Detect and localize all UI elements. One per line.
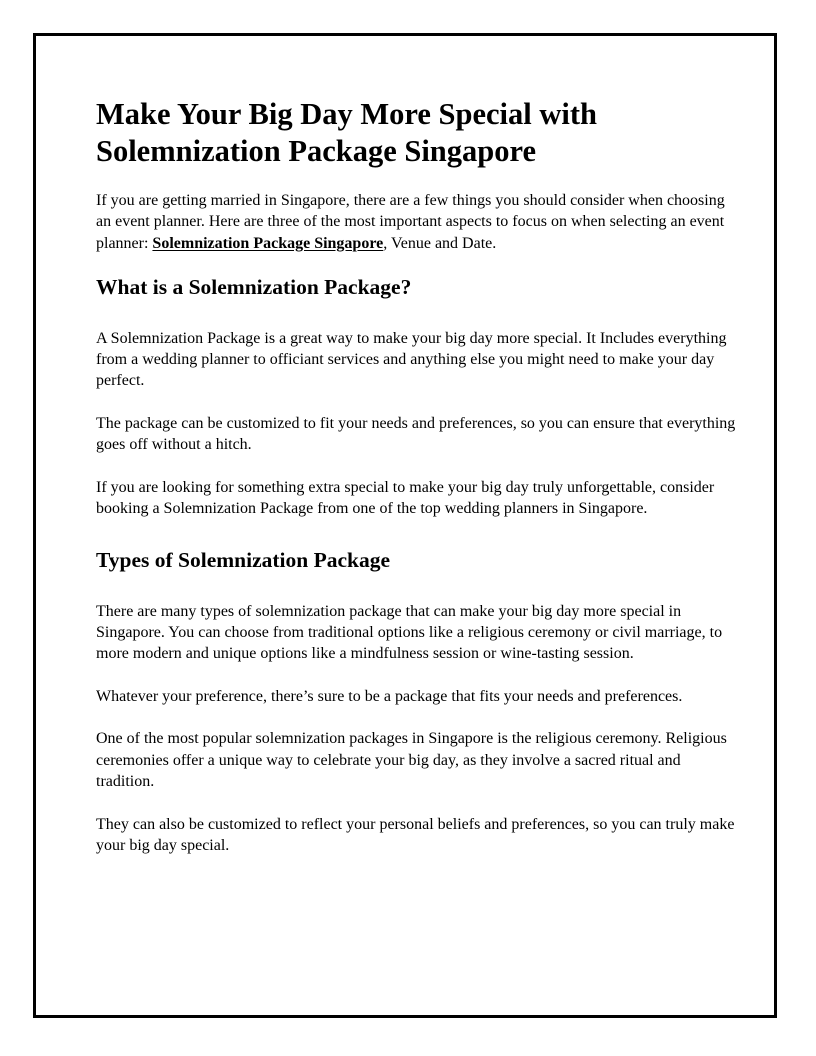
section-1-paragraph-3: If you are looking for something extra special to make your big day truly unforgettable, consider booking a Solemnization Package from one of the top wedding planners in Singapore. <box>96 478 715 518</box>
intro-paragraph <box>96 190 736 254</box>
intro-text-after-link: , Venue and Date. <box>383 234 497 252</box>
section-heading-types: Types of Solemnization Package <box>96 547 391 572</box>
section-2-paragraph-1: There are many types of solemnization package that can make your big day more special in Singapore. You can choose from traditional options like a religious ceremony or civil marriage, to more modern and unique options like a mindfulness session or wine-tasting session. <box>96 602 723 663</box>
solemnization-package-link[interactable]: Solemnization Package Singapore <box>152 234 384 252</box>
section-2-paragraph-4: They can also be customized to reflect your personal beliefs and preferences, so you can truly make your big day special. <box>96 815 735 854</box>
document-title: Make Your Big Day More Special with Solemnization Package Singapore <box>96 97 597 168</box>
section-heading-what-is: What is a Solemnization Package? <box>96 274 412 299</box>
section-2-paragraph-2: Whatever your preference, there’s sure to be a package that fits your needs and preferences. <box>96 687 683 705</box>
document-body <box>96 96 736 856</box>
section-2-paragraph-3: One of the most popular solemnization packages in Singapore is the religious ceremony. Religious ceremonies offer a unique way to celebrate your big day, as they involve a sacred ritual and tradition. <box>96 730 727 790</box>
section-1-paragraph-2: The package can be customized to fit your needs and preferences, so you can ensure that everything goes off without a hitch. <box>96 415 736 454</box>
section-1-paragraph-1: A Solemnization Package is a great way to make your big day more special. It Includes everything from a wedding planner to officiant services and anything else you might need to make your day perfect. <box>96 329 727 390</box>
intro-text-before-link: If you are getting married in Singapore, there are a few things you should consider when choosing an event planner. Here are three of the most important aspects to focus on when selecting an event planner: <box>96 192 725 252</box>
